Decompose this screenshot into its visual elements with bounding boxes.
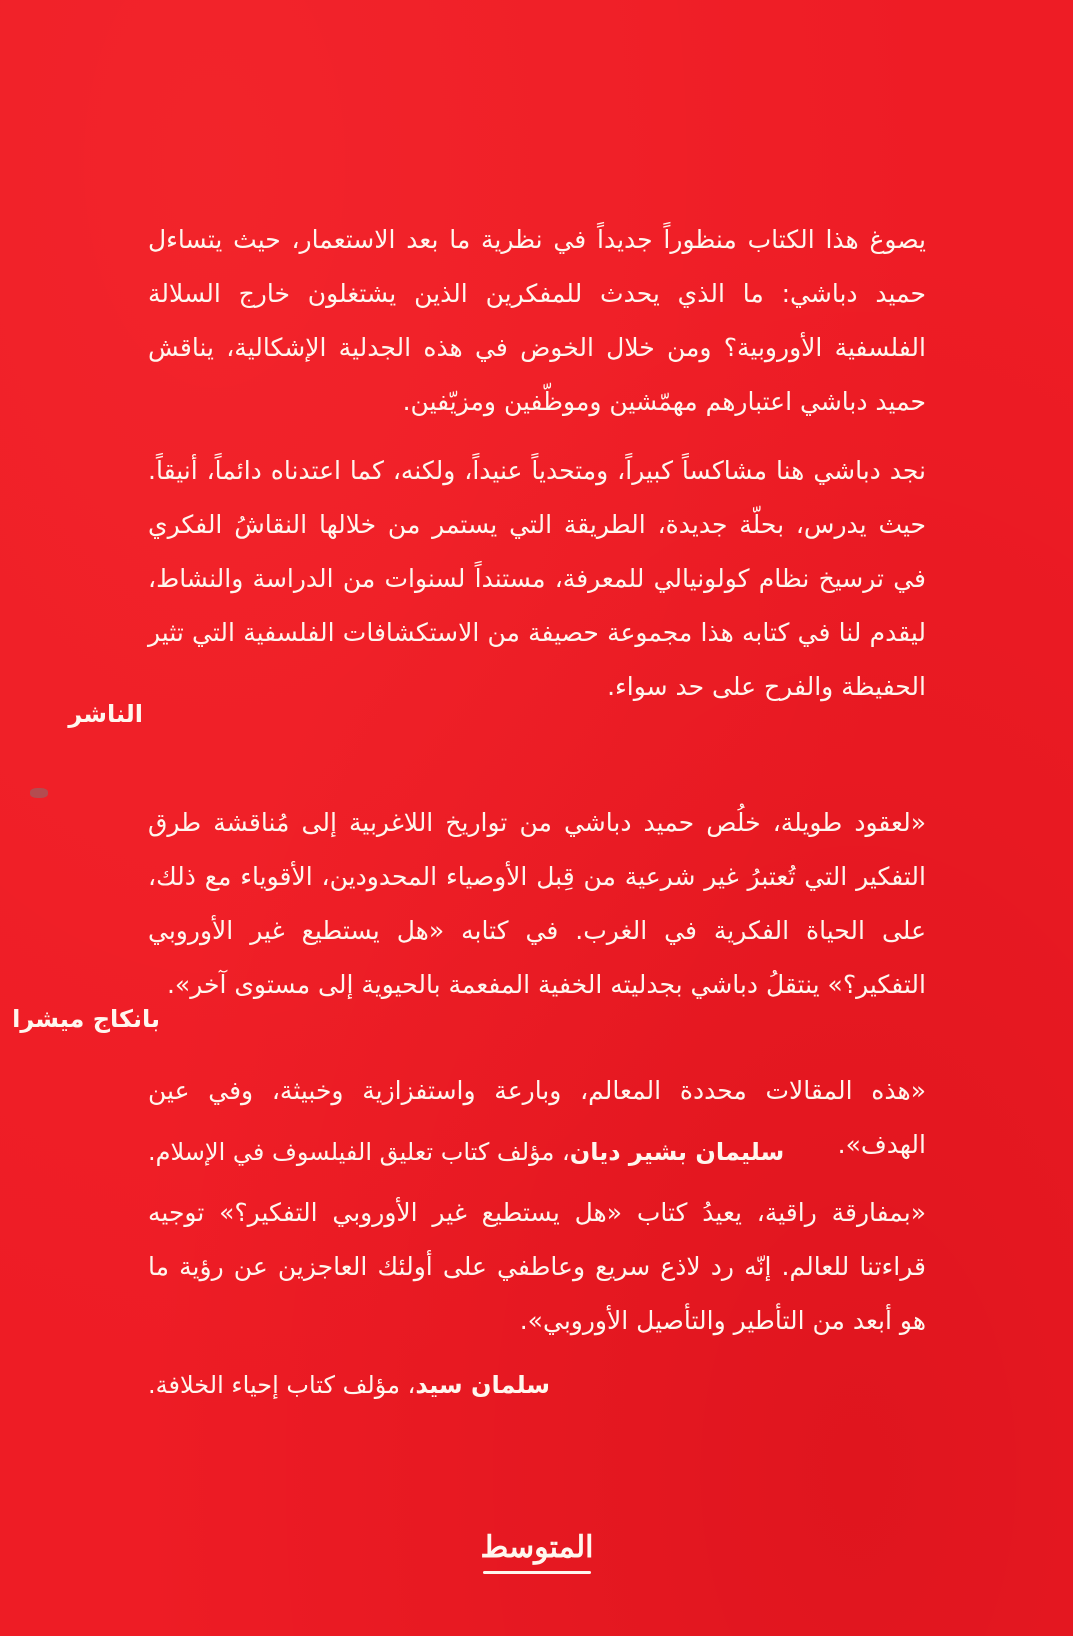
quote-2-author: سليمان بشير ديان — [569, 1138, 785, 1166]
publisher-logo-underline — [483, 1571, 591, 1574]
quote-1-text: «لعقود طويلة، خلُص حميد دباشي من تواريخ اللاغربية إلى مُناقشة طرق التفكير التي تُعتبرُ غير شرعية من قِبل الأوصياء المحدودين، الأقوياء مع ذلك، على الحياة الفكرية في الغرب. في كتابه «هل يستطيع غير الأوروبي التفكير؟» ينتقلُ دباشي بجدليته الخفية المفعمة بالحيوية إلى مستوى آخر». — [148, 808, 926, 999]
intro-paragraph-2 — [148, 444, 926, 714]
publisher-signature: الناشر — [68, 700, 143, 728]
publisher-logo — [477, 1530, 597, 1580]
quote-2-attribution — [148, 1125, 926, 1179]
quote-1 — [148, 796, 926, 1012]
quote-3-text: «بمفارقة راقية، يعيدُ كتاب «هل يستطيع غير الأوروبي التفكير؟» توجيه قراءتنا للعالم. إنّه رد لاذع سريع وعاطفي على أولئك العاجزين عن رؤية ما هو أبعد من التأطير والتأصيل الأوروبي». — [148, 1198, 926, 1335]
intro-paragraph-1-text: يصوغ هذا الكتاب منظوراً جديداً في نظرية ما بعد الاستعمار، حيث يتساءل حميد دباشي: ما الذي يحدث للمفكرين الذين يشتغلون خارج السلالة الفلسفية الأوروبية؟ ومن خلال الخوض في هذه الجدلية الإشكالية، يناقش حميد دباشي اعتبارهم مهمّشين وموظّفين ومزيّفين. — [148, 225, 926, 416]
quote-3-author: سلمان سيد — [415, 1371, 550, 1399]
cover-blemish — [30, 788, 48, 798]
quote-2-author-note: ، مؤلف كتاب تعليق الفيلسوف في الإسلام. — [148, 1138, 570, 1166]
intro-paragraph-1 — [148, 213, 926, 429]
quote-3-attribution — [148, 1358, 926, 1412]
quote-2-text: «هذه المقالات محددة المعالم، وبارعة واستفزازية وخبيثة، وفي عين الهدف». — [148, 1076, 926, 1159]
intro-paragraph-2-text: نجد دباشي هنا مشاكساً كبيراً، ومتحدياً عنيداً، ولكنه، كما اعتدناه دائماً، أنيقاً. حيث يدرس، بحلّة جديدة، الطريقة التي يستمر من خلالها النقاشُ الفكري في ترسيخ نظام كولونيالي للمعرفة، مستنداً لسنوات من الدراسة والنشاط، ليقدم لنا في كتابه هذا مجموعة حصيفة من الاستكشافات الفلسفية التي تثير الحفيظة والفرح على حد سواء. — [148, 456, 926, 701]
quote-3 — [148, 1186, 926, 1348]
publisher-logo-text: المتوسط — [480, 1530, 594, 1565]
quote-1-author: بانكاج ميشرا — [12, 1005, 160, 1033]
quote-3-author-note: ، مؤلف كتاب إحياء الخلافة. — [148, 1371, 416, 1399]
